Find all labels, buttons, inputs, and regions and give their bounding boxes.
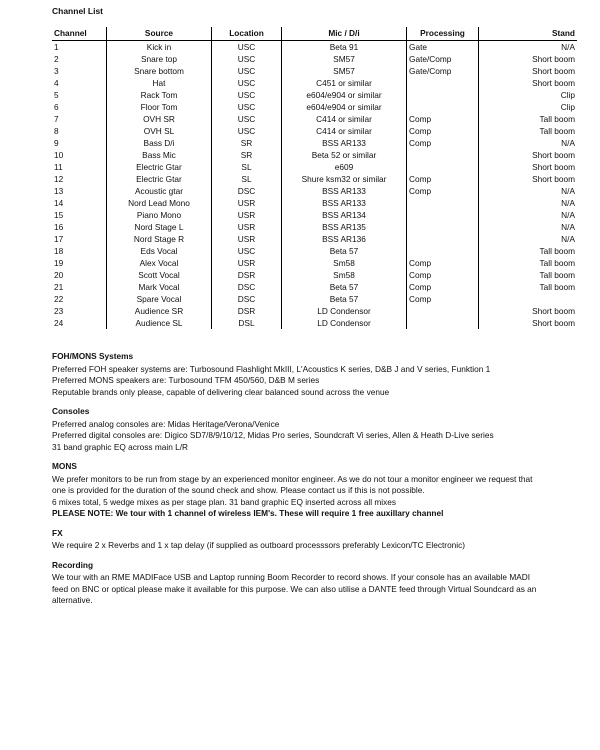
cell-stand: Short boom [479, 317, 578, 329]
cell-location: SR [212, 137, 282, 149]
cell-channel: 5 [54, 90, 59, 100]
cell-stand: N/A [479, 41, 578, 54]
cell-processing [407, 197, 479, 209]
cell-source: Audience SL [107, 317, 212, 329]
cell-location: DSC [212, 185, 282, 197]
cell-stand: N/A [479, 137, 578, 149]
cell-mic: Beta 57 [282, 293, 407, 305]
cell-channel: 17 [54, 234, 64, 244]
section [52, 560, 548, 607]
cell-location: USR [212, 233, 282, 245]
table-row [52, 305, 577, 317]
cell-mic: C414 or similar [282, 125, 407, 137]
cell-channel: 18 [54, 246, 64, 256]
cell-mic: Beta 52 or similar [282, 149, 407, 161]
cell-source: Acoustic gtar [107, 185, 212, 197]
cell-source: Audience SR [107, 305, 212, 317]
section-heading: FX [52, 527, 63, 538]
cell-mic: LD Condensor [282, 305, 407, 317]
cell-source: Rack Tom [107, 89, 212, 101]
cell-source: Kick in [107, 41, 212, 54]
section [52, 461, 548, 520]
cell-mic: LD Condensor [282, 317, 407, 329]
cell-mic: BSS AR133 [282, 137, 407, 149]
cell-channel: 3 [54, 66, 59, 76]
cell-processing: Comp [407, 269, 479, 281]
cell-mic: Sm58 [282, 269, 407, 281]
channel-list-table [52, 27, 577, 329]
cell-mic: C414 or similar [282, 113, 407, 125]
cell-processing: Comp [407, 137, 479, 149]
cell-stand: Short boom [479, 65, 578, 77]
cell-location: SR [212, 149, 282, 161]
cell-location: USR [212, 209, 282, 221]
cell-channel: 22 [54, 294, 64, 304]
cell-location: USC [212, 41, 282, 54]
table-row [52, 221, 577, 233]
cell-mic: e604/e904 or similar [282, 89, 407, 101]
cell-source: Nord Stage L [107, 221, 212, 233]
cell-channel: 2 [54, 54, 59, 64]
cell-mic: BSS AR133 [282, 185, 407, 197]
cell-stand: Tall boom [479, 281, 578, 293]
cell-processing [407, 161, 479, 173]
col-header-channel: Channel [52, 27, 107, 41]
table-header-row [52, 27, 577, 41]
cell-processing: Comp [407, 257, 479, 269]
cell-source: Snare bottom [107, 65, 212, 77]
table-row [52, 161, 577, 173]
cell-location: USC [212, 77, 282, 89]
cell-processing [407, 101, 479, 113]
cell-source: Bass D/i [107, 137, 212, 149]
table-row [52, 53, 577, 65]
cell-processing [407, 221, 479, 233]
cell-location: USR [212, 197, 282, 209]
cell-processing: Gate/Comp [407, 65, 479, 77]
cell-source: Spare Vocal [107, 293, 212, 305]
cell-source: Eds Vocal [107, 245, 212, 257]
section-heading: FOH/MONS Systems [52, 351, 134, 361]
cell-channel: 24 [54, 318, 64, 328]
cell-processing: Comp [407, 125, 479, 137]
section-line: We prefer monitors to be run from stage by an experienced monitor engineer. As we do not tour a monitor engineer we request that one is provided for the duration of the sound check and show. Please contact us if this is not possible. [52, 473, 533, 495]
section-line: We require 2 x Reverbs and 1 x tap delay (if supplied as outboard processsors preferably Lexicon/TC Electronic) [52, 540, 466, 550]
cell-location: USR [212, 221, 282, 233]
table-row [52, 197, 577, 209]
cell-processing: Comp [407, 173, 479, 185]
cell-mic: BSS AR135 [282, 221, 407, 233]
cell-source: Electric Gtar [107, 161, 212, 173]
section-heading: Recording [52, 559, 94, 570]
cell-mic: SM57 [282, 53, 407, 65]
cell-mic: Sm58 [282, 257, 407, 269]
cell-location: USC [212, 245, 282, 257]
cell-channel: 9 [54, 138, 59, 148]
cell-location: USR [212, 257, 282, 269]
cell-stand: Tall boom [479, 257, 578, 269]
document-page [52, 6, 575, 615]
cell-mic: C451 or similar [282, 77, 407, 89]
cell-channel: 8 [54, 126, 59, 136]
cell-channel: 4 [54, 78, 59, 88]
cell-stand: Clip [479, 89, 578, 101]
table-row [52, 137, 577, 149]
cell-source: Floor Tom [107, 101, 212, 113]
section-line: PLEASE NOTE: We tour with 1 channel of wireless IEM's. These will require 1 free auxillary channel [52, 508, 444, 518]
cell-channel: 12 [54, 174, 64, 184]
cell-processing [407, 305, 479, 317]
table-body [52, 41, 577, 330]
table-row [52, 149, 577, 161]
cell-processing: Comp [407, 185, 479, 197]
table-row [52, 77, 577, 89]
tech-rider-sections [52, 351, 548, 607]
cell-stand: Short boom [479, 77, 578, 89]
table-row [52, 89, 577, 101]
cell-mic: Beta 57 [282, 281, 407, 293]
cell-location: USC [212, 65, 282, 77]
cell-processing: Gate/Comp [407, 53, 479, 65]
cell-stand: Short boom [479, 173, 578, 185]
cell-stand: Tall boom [479, 269, 578, 281]
table-row [52, 101, 577, 113]
cell-processing [407, 245, 479, 257]
table-row [52, 41, 577, 54]
cell-location: DSR [212, 305, 282, 317]
col-header-source: Source [107, 27, 212, 41]
cell-location: DSC [212, 293, 282, 305]
section-line: 6 mixes total, 5 wedge mixes as per stage plan. 31 band graphic EQ inserted across all mixes [52, 496, 397, 507]
section-line: 31 band graphic EQ across main L/R [52, 441, 189, 452]
cell-stand: N/A [479, 209, 578, 221]
section-line: Preferred MONS speakers are: Turbosound TFM 450/560, D&B M series [52, 375, 320, 385]
cell-channel: 21 [54, 282, 64, 292]
cell-stand [479, 293, 578, 305]
table-row [52, 269, 577, 281]
cell-channel: 13 [54, 186, 64, 196]
section-heading: Consoles [52, 406, 90, 416]
col-header-mic: Mic / D/i [282, 27, 407, 41]
section-line: We tour with an RME MADIFace USB and Laptop running Boom Recorder to record shows. If your console has an available MADI feed on BNC or optical please make it available for this purpose. We can also utilise a DANTE feed through Virtual Soundcard as an alternative. [52, 572, 537, 605]
cell-processing [407, 317, 479, 329]
cell-channel: 6 [54, 102, 59, 112]
cell-channel: 11 [54, 162, 63, 172]
cell-mic: Beta 57 [282, 245, 407, 257]
table-row [52, 245, 577, 257]
cell-channel: 7 [54, 114, 59, 124]
table-row [52, 173, 577, 185]
cell-source: Piano Mono [107, 209, 212, 221]
cell-stand: N/A [479, 197, 578, 209]
cell-location: DSC [212, 281, 282, 293]
cell-source: OVH SR [107, 113, 212, 125]
cell-channel: 10 [54, 150, 64, 160]
cell-source: OVH SL [107, 125, 212, 137]
table-row [52, 125, 577, 137]
cell-source: Mark Vocal [107, 281, 212, 293]
section [52, 528, 548, 552]
section-line: Preferred FOH speaker systems are: Turbosound Flashlight MkIII, L'Acoustics K series, D&B J and V series, Funktion 1 [52, 363, 491, 374]
cell-stand: Tall boom [479, 113, 578, 125]
cell-processing: Comp [407, 113, 479, 125]
cell-mic: e604/e904 or similar [282, 101, 407, 113]
cell-mic: BSS AR133 [282, 197, 407, 209]
cell-channel: 1 [54, 42, 59, 52]
cell-location: DSR [212, 269, 282, 281]
section-line: Preferred analog consoles are: Midas Heritage/Verona/Venice [52, 418, 280, 429]
table-row [52, 257, 577, 269]
cell-mic: BSS AR136 [282, 233, 407, 245]
cell-location: USC [212, 53, 282, 65]
cell-stand: Clip [479, 101, 578, 113]
table-row [52, 281, 577, 293]
cell-stand: Short boom [479, 53, 578, 65]
cell-source: Alex Vocal [107, 257, 212, 269]
col-header-processing: Processing [407, 27, 479, 41]
section-line: Reputable brands only please, capable of delivering clear balanced sound across the venue [52, 386, 390, 397]
cell-mic: BSS AR134 [282, 209, 407, 221]
cell-source: Hat [107, 77, 212, 89]
cell-channel: 16 [54, 222, 64, 232]
cell-location: SL [212, 161, 282, 173]
section-line: Preferred digital consoles are: Digico SD7/8/9/10/12, Midas Pro series, Soundcraft Vi series, Allen & Heath D-Live series [52, 430, 494, 440]
section-heading: MONS [52, 461, 77, 471]
cell-stand: Short boom [479, 305, 578, 317]
table-row [52, 113, 577, 125]
cell-source: Scott Vocal [107, 269, 212, 281]
table-row [52, 317, 577, 329]
cell-processing [407, 209, 479, 221]
cell-channel: 14 [54, 198, 64, 208]
cell-mic: Beta 91 [282, 41, 407, 54]
cell-location: USC [212, 125, 282, 137]
cell-channel: 19 [54, 258, 64, 268]
table-row [52, 209, 577, 221]
cell-mic: Shure ksm32 or similar [282, 173, 407, 185]
cell-stand: Short boom [479, 149, 578, 161]
cell-processing: Gate [407, 41, 479, 54]
cell-location: SL [212, 173, 282, 185]
cell-source: Bass Mic [107, 149, 212, 161]
cell-stand: N/A [479, 221, 578, 233]
table-row [52, 185, 577, 197]
table-row [52, 65, 577, 77]
cell-channel: 15 [54, 210, 64, 220]
cell-processing: Comp [407, 281, 479, 293]
cell-stand: N/A [479, 233, 578, 245]
cell-location: DSL [212, 317, 282, 329]
cell-source: Electric Gtar [107, 173, 212, 185]
page-title: Channel List [52, 6, 104, 16]
cell-source: Snare top [107, 53, 212, 65]
cell-mic: SM57 [282, 65, 407, 77]
cell-source: Nord Lead Mono [107, 197, 212, 209]
cell-source: Nord Stage R [107, 233, 212, 245]
section [52, 351, 548, 398]
cell-stand: Short boom [479, 161, 578, 173]
table-row [52, 233, 577, 245]
cell-processing [407, 77, 479, 89]
cell-processing: Comp [407, 293, 479, 305]
col-header-location: Location [212, 27, 282, 41]
cell-channel: 23 [54, 306, 64, 316]
cell-location: USC [212, 89, 282, 101]
section [52, 406, 548, 453]
cell-location: USC [212, 101, 282, 113]
cell-processing [407, 89, 479, 101]
cell-processing [407, 149, 479, 161]
col-header-stand: Stand [479, 27, 578, 41]
cell-mic: e609 [282, 161, 407, 173]
cell-processing [407, 233, 479, 245]
cell-location: USC [212, 113, 282, 125]
table-row [52, 293, 577, 305]
cell-stand: N/A [479, 185, 578, 197]
cell-channel: 20 [54, 270, 64, 280]
cell-stand: Tall boom [479, 245, 578, 257]
cell-stand: Tall boom [479, 125, 578, 137]
